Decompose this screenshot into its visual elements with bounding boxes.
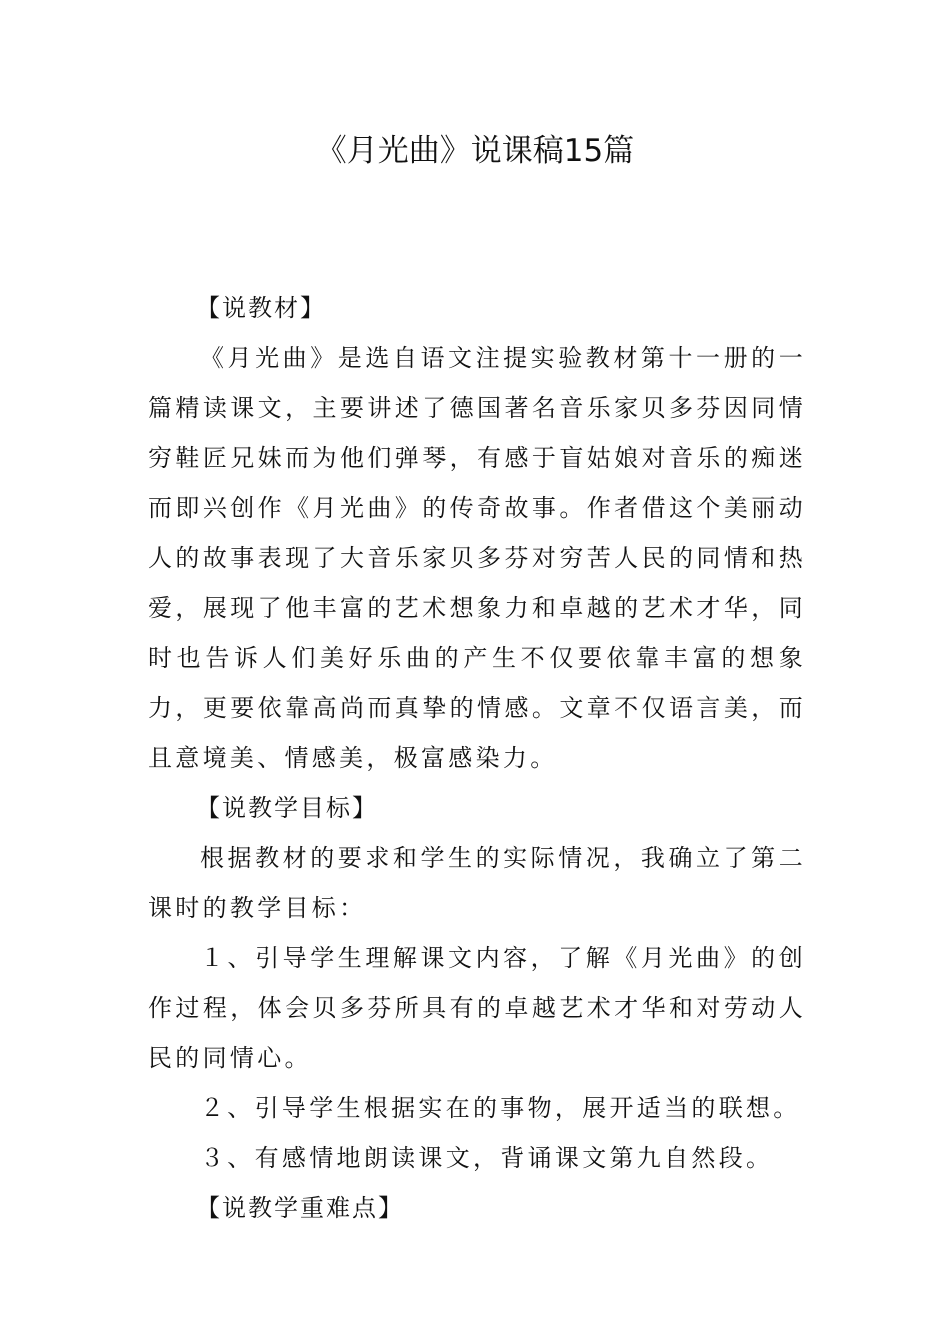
paragraph-goal-2: ２、引导学生根据实在的事物，展开适当的联想。 bbox=[200, 1094, 801, 1122]
section-heading-teaching-goals: 【说教学目标】 bbox=[196, 794, 378, 822]
paragraph-goal-3: ３、有感情地朗读课文，背诵课文第九自然段。 bbox=[200, 1144, 774, 1172]
paragraph-goal-1: １、引导学生理解课文内容，了解《月光曲》的创作过程，体会贝多芬所具有的卓越艺术才华和对劳动人民的同情心。 bbox=[148, 944, 806, 1072]
paragraph-goals-intro: 根据教材的要求和学生的实际情况，我确立了第二课时的教学目标： bbox=[148, 844, 806, 922]
document-title: 《月光曲》说课稿15篇 bbox=[315, 133, 635, 169]
paragraph-textbook-description: 《月光曲》是选自语文注提实验教材第十一册的一篇精读课文，主要讲述了德国著名音乐家贝多芬因同情穷鞋匠兄妹而为他们弹琴，有感于盲姑娘对音乐的痴迷而即兴创作《月光曲》的传奇故事。作者借这个美丽动人的故事表现了大音乐家贝多芬对穷苦人民的同情和热爱，展现了他丰富的艺术想象力和卓越的艺术才华，同时也告诉人们美好乐曲的产生不仅要依靠丰富的想象力，更要依靠高尚而真挚的情感。文章不仅语言美，而且意境美、情感美，极富感染力。 bbox=[148, 344, 806, 772]
document-body bbox=[148, 283, 806, 1233]
section-heading-key-difficulties: 【说教学重难点】 bbox=[196, 1194, 404, 1222]
section-heading-textbook: 【说教材】 bbox=[196, 294, 326, 322]
